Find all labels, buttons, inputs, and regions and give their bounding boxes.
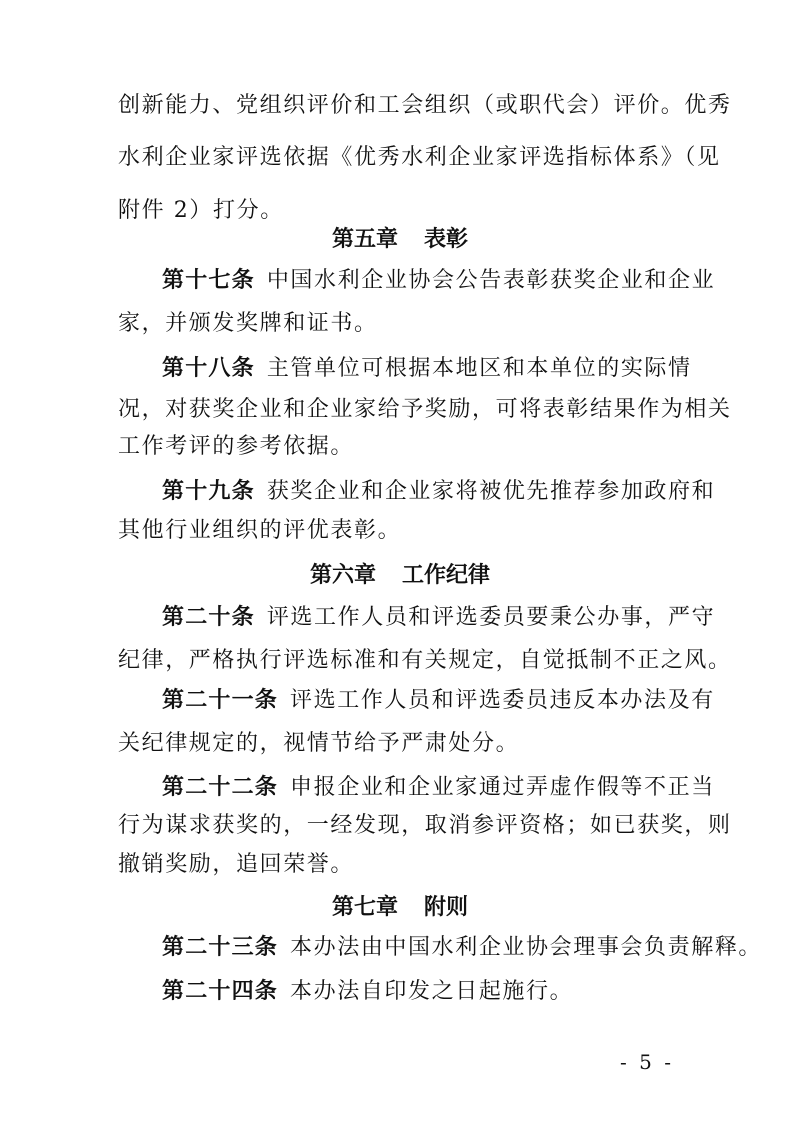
paragraph-line: 撤销奖励，追回荣誉。 (118, 852, 355, 877)
paragraph-line: 创新能力、党组织评价和工会组织（或职代会）评价。优秀 (118, 93, 732, 118)
article-label: 第十七条 (162, 268, 255, 293)
article-label: 第二十三条 (162, 935, 279, 960)
article-19 (162, 479, 732, 505)
article-17 (162, 268, 732, 294)
article-label: 第十九条 (162, 479, 255, 504)
article-text: 获奖企业和企业家将被优先推荐参加政府和 (266, 479, 716, 504)
paragraph-line: 其他行业组织的评优表彰。 (118, 518, 402, 543)
article-text: 主管单位可根据本地区和本单位的实际情 (266, 356, 692, 381)
article-label: 第二十四条 (162, 979, 279, 1004)
article-20 (162, 605, 732, 631)
chapter-number: 第五章 (331, 227, 398, 252)
chapter-heading (0, 563, 800, 589)
article-22 (162, 775, 732, 801)
chapter-heading (0, 227, 800, 253)
paragraph-line: 关纪律规定的，视情节给予严肃处分。 (118, 731, 520, 756)
chapter-number: 第七章 (331, 895, 398, 920)
article-text: 本办法自印发之日起施行。 (290, 979, 574, 1004)
page-number: - 5 - (620, 1050, 674, 1074)
paragraph-line: 纪律，严格执行评选标准和有关规定，自觉抵制不正之风。 (118, 648, 732, 673)
paragraph-line: 工作考评的参考依据。 (118, 434, 355, 459)
article-text: 评选工作人员和评选委员违反本办法及有 (290, 688, 715, 713)
article-18 (162, 356, 732, 382)
article-label: 第二十条 (162, 605, 255, 630)
article-label: 第二十一条 (162, 688, 279, 713)
article-text: 申报企业和企业家通过弄虚作假等不正当 (290, 775, 715, 800)
article-text: 中国水利企业协会公告表彰获奖企业和企业 (266, 268, 716, 293)
paragraph-line: 况，对获奖企业和企业家给予奖励，可将表彰结果作为相关 (118, 397, 732, 422)
chapter-title: 附则 (424, 895, 469, 920)
article-label: 第十八条 (162, 356, 255, 381)
article-text: 本办法由中国水利企业协会理事会负责解释。 (290, 935, 763, 960)
article-text: 评选工作人员和评选委员要秉公办事，严守 (266, 605, 716, 630)
paragraph-line: 行为谋求获奖的，一经发现，取消参评资格；如已获奖，则 (118, 813, 732, 838)
paragraph-line: 附件 2）打分。 (118, 198, 284, 223)
chapter-heading (0, 895, 800, 921)
chapter-title: 表彰 (424, 227, 469, 252)
chapter-title: 工作纪律 (402, 563, 491, 588)
article-23 (162, 935, 763, 961)
article-label: 第二十二条 (162, 775, 279, 800)
paragraph-line: 家，并颁发奖牌和证书。 (118, 311, 378, 336)
paragraph-line: 水利企业家评选依据《优秀水利企业家评选指标体系》（见 (118, 145, 721, 170)
chapter-number: 第六章 (309, 563, 376, 588)
article-21 (162, 688, 732, 714)
article-24 (162, 979, 732, 1005)
